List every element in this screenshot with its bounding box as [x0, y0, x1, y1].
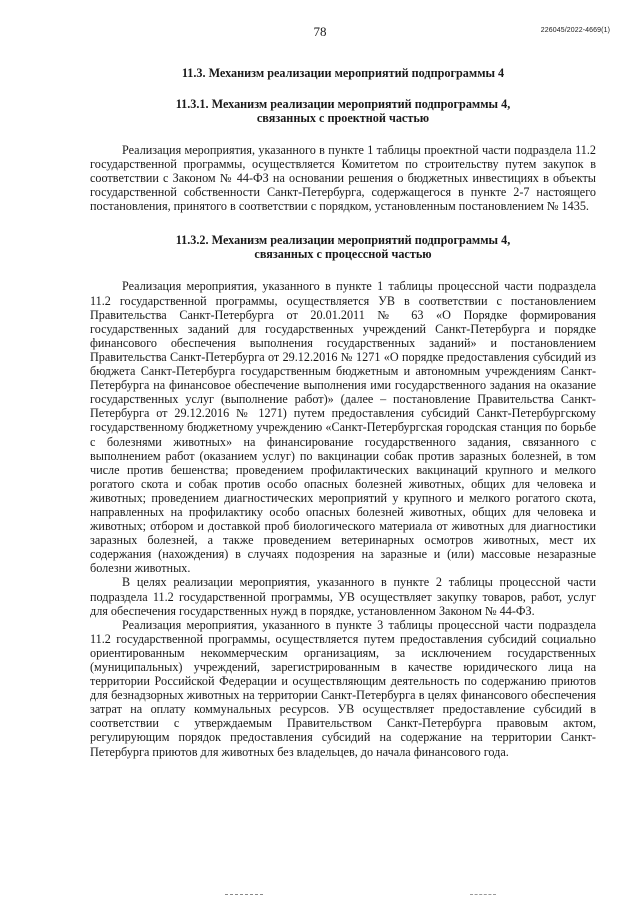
subsection-2-paragraph-3: Реализация мероприятия, указанного в пункте 3 таблицы процессной части подраздела 11.2 государственной программы, осуществляется путем предоставления субсидий социально ориентированным некоммерческим организациям, за исключением государственных (муниципальных) учреждений, зарегистрированным в качестве юридического лица на территории Российской Федерации и осуществляющим деятельность по содержанию приютов для безнадзорных животных на территории Санкт-Петербурга в целях финансового обеспечения затрат на оплату коммунальных ресурсов. УВ осуществляет предоставление субсидий в соответствии с утверждаемым Правительством Санкт-Петербурга правовым актом, регулирующим порядок предоставления субсидий на содержание на территории Санкт-Петербурга приютов для животных без владельцев, до начала финансового года. — [90, 617, 596, 759]
subsection-2-paragraph-2: В целях реализации мероприятия, указанного в пункте 2 таблицы процессной части подраздела 11.2 государственной программы, УВ осуществляет закупку товаров, работ, услуг для обеспечения государственных нужд в порядке, установленном Законом № 44-ФЗ. — [90, 575, 596, 618]
subsection-1-paragraph: Реализация мероприятия, указанного в пункте 1 таблицы проектной части подраздела 11.2 государственной программы, осуществляется Комитетом по строительству путем закупок в соответствии с Законом № 44-ФЗ на основании решения о бюджетных инвестициях в объекты государственной собственности Санкт-Петербурга, содержащегося в пункте 2-7 настоящего постановления, принятого в соответствии с порядком, установленным постановлением № 1435. — [90, 143, 596, 214]
document-body — [90, 66, 596, 759]
document-id: 226045/2022-4669(1) — [540, 27, 610, 34]
footer-mark-left — [225, 894, 263, 895]
subsection-1-title-line2: связанных с проектной частью — [256, 111, 430, 125]
page-number: 78 — [313, 24, 327, 39]
subsection-2-paragraph-1: Реализация мероприятия, указанного в пункте 1 таблицы процессной части подраздела 11.2 государственной программы, осуществляется УВ в соответствии с постановлением Правительства Санкт-Петербурга от 20.01.2011 № 63 «О Порядке формирования государственных заданий для государственных учреждений Санкт-Петербурга и порядке финансового обеспечения выполнения государственных заданий» и постановлением Правительства Санкт-Петербурга от 29.12.2016 № 1271 «О порядке предоставления субсидий из бюджета Санкт-Петербурга государственным бюджетным и автономным учреждениям Санкт-Петербурга на финансовое обеспечение выполнения ими государственного задания на оказание государственных услуг (выполнение работ)» (далее – постановление Правительства Санкт-Петербурга от 29.12.2016 № 1271) путем предоставления субсидий Санкт-Петербургскому государственному бюджетному учреждению «Санкт-Петербургская городская станция по борьбе с болезнями животных» на финансирование государственного задания, связанного с выполнением работ (оказанием услуг) по вакцинации собак против заразных болезней, в том числе против бешенства; проведением профилактических вакцинаций крупного и мелкого рогатого скота и собак против особо опасных болезней животных, общих для человека и животных; проведением диагностических мероприятий у крупного и мелкого рогатого скота, направленных на профилактику особо опасных болезней животных, общих для человека и животных; отбором и доставкой проб биологического материала от животных для диагностики заразных болезней, а также проведением ветеринарных осмотров животных, мест их содержания (нахождения) в случаях подозрения на заразные и (или) массовые незаразные болезни животных. — [90, 279, 596, 576]
footer-mark-right — [470, 894, 496, 895]
subsection-2-title-line1: 11.3.2. Механизм реализации мероприятий подпрограммы 4, — [175, 233, 511, 248]
subsection-2-title-line2: связанных с процессной частью — [254, 247, 432, 262]
subsection-2-title — [90, 233, 596, 261]
subsection-1-title — [90, 97, 596, 125]
subsection-1-title-line1: 11.3.1. Механизм реализации мероприятий подпрограммы 4, — [175, 97, 511, 111]
section-title: 11.3. Механизм реализации мероприятий подпрограммы 4 — [181, 66, 505, 80]
